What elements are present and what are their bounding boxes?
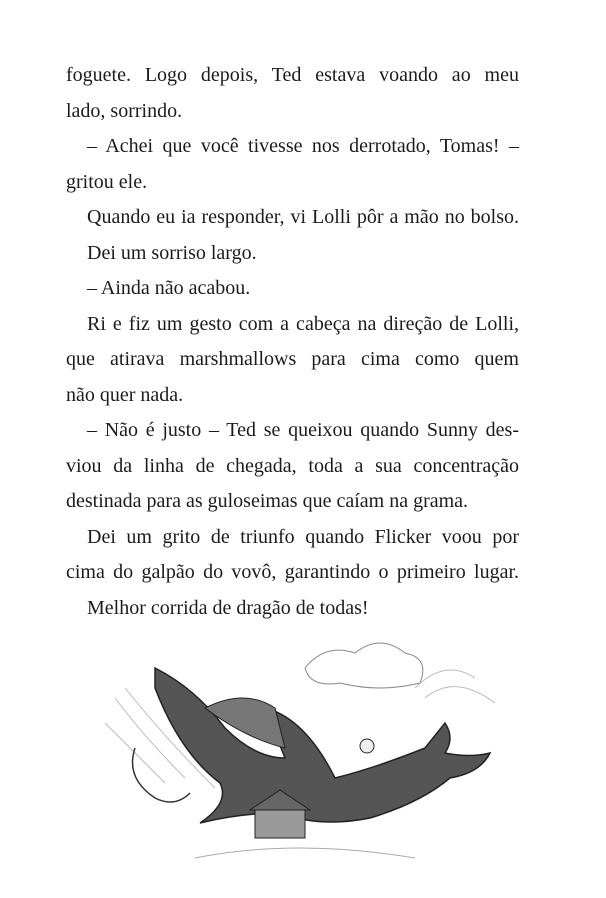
text-line: Dei um sorriso largo. [87, 241, 257, 264]
text-line: viou da linha de chegada, toda a sua concentração [66, 454, 519, 477]
text-line: destinada para as guloseimas que caíam na grama. [66, 490, 469, 512]
dragon-illustration [95, 628, 515, 890]
text-line: – Achei que você tivesse nos derrotado, Tomas! – [87, 135, 519, 157]
text-line: não quer nada. [66, 383, 184, 406]
ground [195, 848, 415, 858]
text-line: foguete. Logo depois, Ted estava voando ao meu [66, 64, 519, 86]
rider [360, 739, 374, 753]
shed [255, 808, 305, 838]
text-line: – Ainda não acabou. [87, 277, 251, 299]
text-line: Dei um grito de triunfo quando Flicker voou por [87, 525, 519, 548]
text-line: lado, sorrindo. [66, 99, 183, 122]
text-line: que atirava marshmallows para cima como quem [66, 348, 519, 370]
dragon [155, 668, 490, 823]
text-line: Ri e fiz um gesto com a cabeça na direção de Lolli, [87, 312, 519, 335]
body-text [66, 58, 519, 626]
text-line: Melhor corrida de dragão de todas! [87, 596, 369, 619]
text-line: gritou ele. [66, 170, 148, 193]
text-line: Quando eu ia responder, vi Lolli pôr a mão no bolso. [87, 206, 519, 228]
text-line: – Não é justo – Ted se queixou quando Sunny des- [87, 419, 519, 441]
cloud [305, 643, 423, 688]
text-line: cima do galpão do vovô, garantindo o primeiro lugar. [66, 561, 519, 583]
